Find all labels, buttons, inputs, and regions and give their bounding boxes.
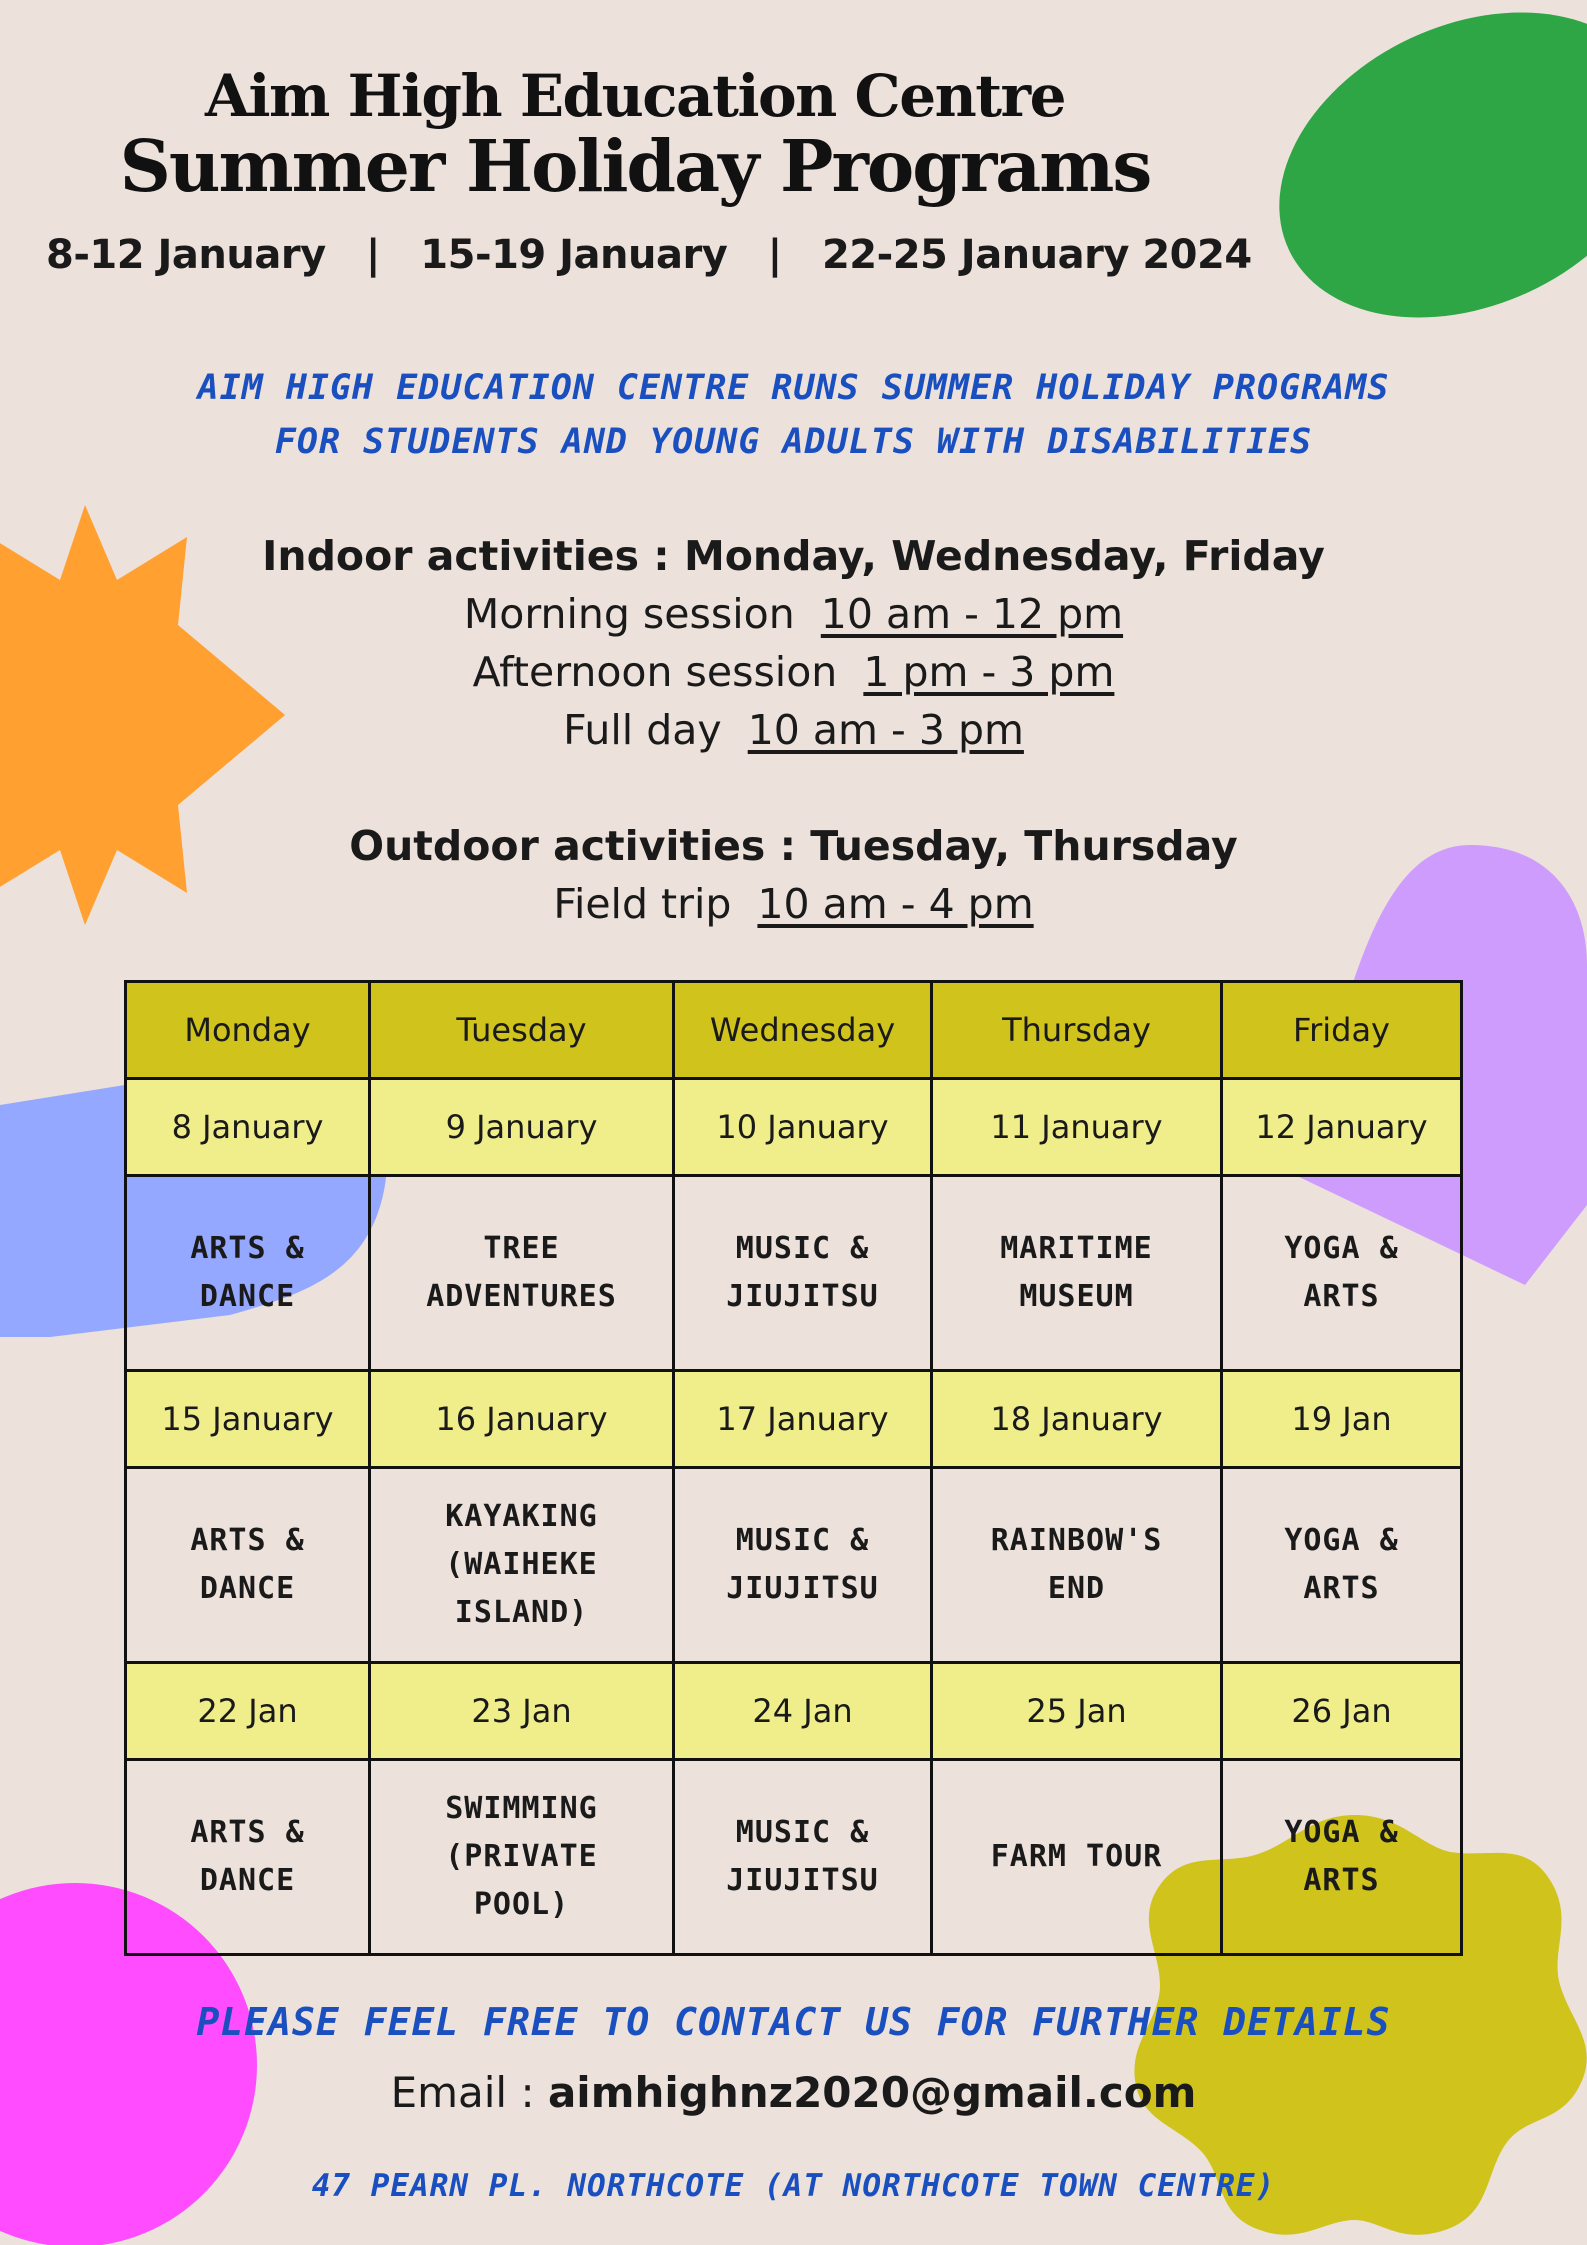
date-cell: 23 Jan <box>370 1663 674 1760</box>
activity-cell <box>370 1176 674 1371</box>
email-address[interactable]: aimhighnz2020@gmail.com <box>547 2068 1197 2117</box>
date-cell: 8 January <box>126 1079 370 1176</box>
activity-text: FARM TOUR <box>990 1839 1163 1874</box>
indoor-session-full-day <box>0 706 1587 754</box>
intro-line-2: FOR STUDENTS AND YOUNG ADULTS WITH DISABILITIES <box>274 422 1313 462</box>
date-cell: 25 Jan <box>932 1663 1222 1760</box>
activity-cell <box>1222 1176 1462 1371</box>
activity-text: YOGA & ARTS <box>1284 1523 1399 1606</box>
activity-cell <box>126 1176 370 1371</box>
activity-text: MARITIME MUSEUM <box>1000 1231 1153 1314</box>
activity-cell <box>370 1760 674 1955</box>
activity-text: MUSIC & JIUJITSU <box>726 1523 879 1606</box>
date-cell: 17 January <box>674 1371 932 1468</box>
indoor-session-afternoon <box>0 648 1587 696</box>
org-name: Aim High Education Centre <box>204 62 1066 130</box>
contact-prompt: PLEASE FEEL FREE TO CONTACT US FOR FURTHER DETAILS <box>196 2000 1391 2044</box>
date-cell: 24 Jan <box>674 1663 932 1760</box>
activity-text: SWIMMING (PRIVATE POOL) <box>445 1791 598 1922</box>
date-cell: 10 January <box>674 1079 932 1176</box>
address: 47 PEARN PL. NORTHCOTE (AT NORTHCOTE TOWN CENTRE) <box>311 2168 1276 2204</box>
activity-cell <box>1222 1760 1462 1955</box>
day-header: Thursday <box>932 982 1222 1079</box>
activity-text: ARTS & DANCE <box>190 1815 305 1898</box>
date-row <box>126 1371 1462 1468</box>
program-dates: 8-12 January | 15-19 January | 22-25 January 2024 <box>46 232 1252 278</box>
indoor-heading: Indoor activities : Monday, Wednesday, Friday <box>262 532 1325 580</box>
email-line <box>0 2068 1587 2117</box>
date-row <box>126 1079 1462 1176</box>
activity-cell <box>674 1176 932 1371</box>
session-label: Afternoon session <box>472 648 838 696</box>
activity-text: MUSIC & JIUJITSU <box>726 1231 879 1314</box>
green-blob-shape <box>1250 0 1587 330</box>
field-trip-time: 10 am - 4 pm <box>757 880 1034 928</box>
activity-text: MUSIC & JIUJITSU <box>726 1815 879 1898</box>
day-header: Wednesday <box>674 982 932 1079</box>
day-header: Monday <box>126 982 370 1079</box>
activity-cell <box>1222 1468 1462 1663</box>
activity-cell <box>674 1760 932 1955</box>
day-header: Friday <box>1222 982 1462 1079</box>
date-cell: 26 Jan <box>1222 1663 1462 1760</box>
date-cell: 15 January <box>126 1371 370 1468</box>
date-cell: 19 Jan <box>1222 1371 1462 1468</box>
field-trip-label: Field trip <box>553 880 732 928</box>
day-header-row <box>126 982 1462 1079</box>
activity-text: ARTS & DANCE <box>190 1231 305 1314</box>
activity-cell <box>370 1468 674 1663</box>
session-label: Morning session <box>463 590 795 638</box>
date-cell: 11 January <box>932 1079 1222 1176</box>
date-cell: 18 January <box>932 1371 1222 1468</box>
email-label: Email : <box>390 2068 548 2117</box>
date-row <box>126 1663 1462 1760</box>
schedule-table <box>124 980 1463 1956</box>
activity-cell <box>932 1760 1222 1955</box>
session-label: Full day <box>563 706 722 754</box>
activity-cell <box>932 1468 1222 1663</box>
activity-cell <box>932 1176 1222 1371</box>
session-time: 10 am - 3 pm <box>747 706 1024 754</box>
date-cell: 22 Jan <box>126 1663 370 1760</box>
outdoor-field-trip <box>0 880 1587 928</box>
activity-row <box>126 1176 1462 1371</box>
intro-line-1: AIM HIGH EDUCATION CENTRE RUNS SUMMER HOLIDAY PROGRAMS <box>197 368 1390 408</box>
page-title: Summer Holiday Programs <box>119 124 1151 208</box>
activity-cell <box>126 1760 370 1955</box>
date-cell: 16 January <box>370 1371 674 1468</box>
activity-row <box>126 1760 1462 1955</box>
activity-cell <box>126 1468 370 1663</box>
indoor-session-morning <box>0 590 1587 638</box>
activity-row <box>126 1468 1462 1663</box>
activity-cell <box>674 1468 932 1663</box>
date-cell: 9 January <box>370 1079 674 1176</box>
outdoor-heading: Outdoor activities : Tuesday, Thursday <box>349 822 1238 870</box>
activity-text: YOGA & ARTS <box>1284 1231 1399 1314</box>
activity-text: KAYAKING (WAIHEKE ISLAND) <box>445 1499 598 1630</box>
session-time: 1 pm - 3 pm <box>863 648 1115 696</box>
date-cell: 12 January <box>1222 1079 1462 1176</box>
activity-text: TREE ADVENTURES <box>426 1231 617 1314</box>
activity-text: YOGA & ARTS <box>1284 1815 1399 1898</box>
day-header: Tuesday <box>370 982 674 1079</box>
activity-text: RAINBOW'S END <box>990 1523 1163 1606</box>
activity-text: ARTS & DANCE <box>190 1523 305 1606</box>
session-time: 10 am - 12 pm <box>820 590 1124 638</box>
